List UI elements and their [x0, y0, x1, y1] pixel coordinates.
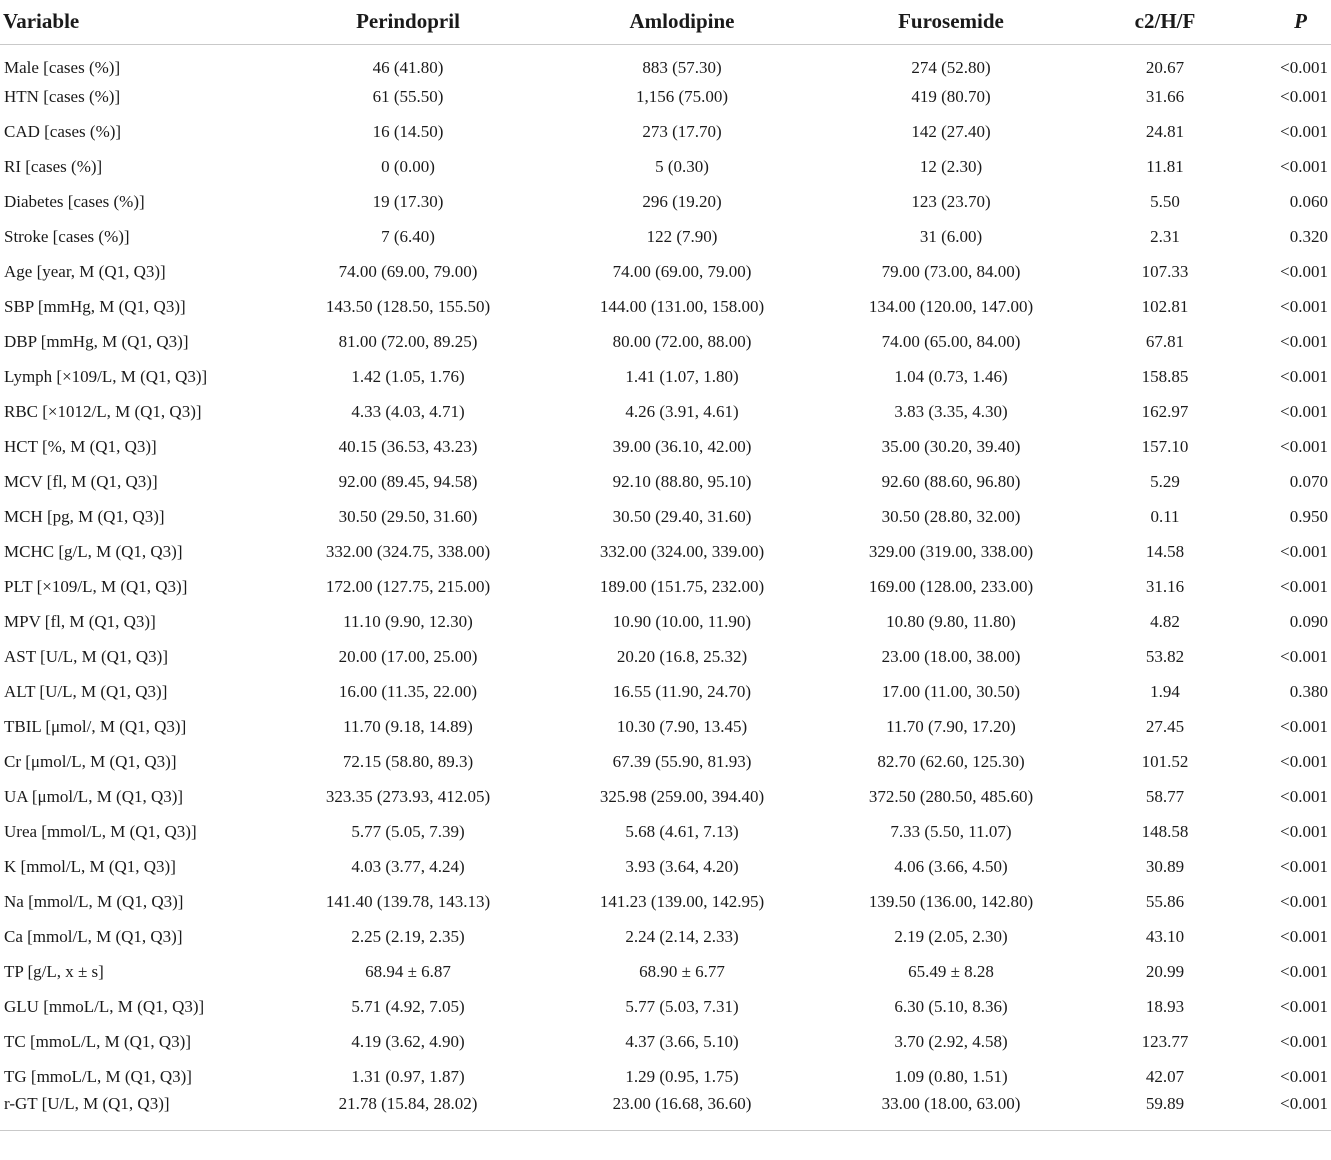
- cell-furosemide: 74.00 (65.00, 84.00): [881, 331, 1021, 351]
- cell-perindopril: 1.42 (1.05, 1.76): [351, 366, 465, 386]
- cell-variable: Male [cases (%)]: [4, 57, 121, 77]
- table-row: [0, 779, 1331, 814]
- header-furosemide: Furosemide: [816, 0, 1086, 44]
- cell-variable: K [mmol/L, M (Q1, Q3)]: [4, 856, 176, 876]
- cell-variable: DBP [mmHg, M (Q1, Q3)]: [4, 331, 189, 351]
- cell-perindopril: 323.35 (273.93, 412.05): [325, 786, 491, 806]
- table-row: [0, 534, 1331, 569]
- cell-test-statistic: 101.52: [1141, 751, 1189, 771]
- cell-furosemide: 33.00 (18.00, 63.00): [881, 1094, 1021, 1113]
- cell-test-statistic: 59.89: [1145, 1094, 1185, 1113]
- cell-perindopril: 21.78 (15.84, 28.02): [338, 1094, 478, 1113]
- cell-variable: MCH [pg, M (Q1, Q3)]: [4, 506, 165, 526]
- cell-furosemide: 12 (2.30): [919, 156, 983, 176]
- header-p-value: P: [1244, 0, 1331, 44]
- cell-furosemide: 1.09 (0.80, 1.51): [894, 1066, 1008, 1086]
- cell-variable: TG [mmoL/L, M (Q1, Q3)]: [4, 1066, 192, 1086]
- cell-perindopril: 172.00 (127.75, 215.00): [325, 576, 491, 596]
- cell-variable: ALT [U/L, M (Q1, Q3)]: [4, 681, 168, 701]
- cell-test-statistic: 0.11: [1150, 506, 1180, 526]
- table-row: [0, 429, 1331, 464]
- cell-furosemide: 3.83 (3.35, 4.30): [894, 401, 1008, 421]
- cell-p-value: <0.001: [1280, 86, 1328, 106]
- cell-furosemide: 139.50 (136.00, 142.80): [868, 891, 1034, 911]
- cell-amlodipine: 332.00 (324.00, 339.00): [599, 541, 765, 561]
- cell-variable: Cr [μmol/L, M (Q1, Q3)]: [4, 751, 177, 771]
- cell-amlodipine: 5.77 (5.03, 7.31): [625, 996, 739, 1016]
- cell-test-statistic: 162.97: [1141, 401, 1189, 421]
- cell-furosemide: 17.00 (11.00, 30.50): [881, 681, 1021, 701]
- cell-furosemide: 23.00 (18.00, 38.00): [881, 646, 1021, 666]
- cell-p-value: <0.001: [1280, 331, 1328, 351]
- cell-perindopril: 16 (14.50): [372, 121, 444, 141]
- cell-perindopril: 143.50 (128.50, 155.50): [325, 296, 491, 316]
- cell-test-statistic: 102.81: [1141, 296, 1189, 316]
- header-test-statistic: c2/H/F: [1086, 0, 1244, 44]
- cell-test-statistic: 20.67: [1145, 57, 1185, 77]
- cell-variable: Lymph [×109/L, M (Q1, Q3)]: [4, 366, 208, 386]
- cell-variable: MCV [fl, M (Q1, Q3)]: [4, 471, 158, 491]
- cell-furosemide: 79.00 (73.00, 84.00): [881, 261, 1021, 281]
- table-row: [0, 884, 1331, 919]
- cell-test-statistic: 148.58: [1141, 821, 1189, 841]
- cell-amlodipine: 4.37 (3.66, 5.10): [625, 1031, 739, 1051]
- cell-amlodipine: 3.93 (3.64, 4.20): [625, 856, 739, 876]
- header-perindopril: Perindopril: [268, 0, 548, 44]
- footer-rule: [0, 1131, 1331, 1136]
- cell-furosemide: 82.70 (62.60, 125.30): [877, 751, 1025, 771]
- cell-perindopril: 332.00 (324.75, 338.00): [325, 541, 491, 561]
- cell-amlodipine: 2.24 (2.14, 2.33): [625, 926, 739, 946]
- cell-furosemide: 3.70 (2.92, 4.58): [894, 1031, 1008, 1051]
- cell-p-value: <0.001: [1280, 646, 1328, 666]
- cell-test-statistic: 24.81: [1145, 121, 1185, 141]
- cell-furosemide: 30.50 (28.80, 32.00): [881, 506, 1021, 526]
- cell-variable: UA [μmol/L, M (Q1, Q3)]: [4, 786, 184, 806]
- cell-variable: Diabetes [cases (%)]: [4, 191, 145, 211]
- cell-amlodipine: 5.68 (4.61, 7.13): [625, 821, 739, 841]
- cell-perindopril: 61 (55.50): [372, 86, 444, 106]
- cell-variable: Na [mmol/L, M (Q1, Q3)]: [4, 891, 184, 911]
- cell-amlodipine: 273 (17.70): [642, 121, 722, 141]
- cell-test-statistic: 2.31: [1150, 226, 1180, 246]
- cell-furosemide: 65.49 ± 8.28: [908, 961, 994, 981]
- table-row: [0, 569, 1331, 604]
- cell-amlodipine: 325.98 (259.00, 394.40): [599, 786, 765, 806]
- cell-amlodipine: 141.23 (139.00, 142.95): [599, 891, 765, 911]
- table-row: [0, 464, 1331, 499]
- cell-amlodipine: 39.00 (36.10, 42.00): [612, 436, 752, 456]
- table-row: [0, 149, 1331, 184]
- cell-perindopril: 92.00 (89.45, 94.58): [338, 471, 478, 491]
- table-header: [0, 0, 1331, 44]
- cell-p-value: 0.090: [1289, 611, 1328, 631]
- cell-variable: SBP [mmHg, M (Q1, Q3)]: [4, 296, 186, 316]
- cell-variable: r-GT [U/L, M (Q1, Q3)]: [4, 1094, 170, 1113]
- table-row: [0, 709, 1331, 744]
- cell-perindopril: 4.19 (3.62, 4.90): [351, 1031, 465, 1051]
- cell-perindopril: 30.50 (29.50, 31.60): [338, 506, 478, 526]
- cell-test-statistic: 58.77: [1145, 786, 1185, 806]
- table-row: [0, 219, 1331, 254]
- table-row: [0, 499, 1331, 534]
- cell-perindopril: 5.77 (5.05, 7.39): [351, 821, 465, 841]
- cell-variable: PLT [×109/L, M (Q1, Q3)]: [4, 576, 188, 596]
- cell-p-value: <0.001: [1280, 1066, 1328, 1086]
- cell-variable: MCHC [g/L, M (Q1, Q3)]: [4, 541, 183, 561]
- cell-test-statistic: 42.07: [1145, 1066, 1185, 1086]
- cell-test-statistic: 43.10: [1145, 926, 1185, 946]
- cell-amlodipine: 5 (0.30): [655, 156, 709, 176]
- table-row: [0, 1059, 1331, 1094]
- cell-test-statistic: 14.58: [1145, 541, 1185, 561]
- cell-test-statistic: 123.77: [1141, 1031, 1189, 1051]
- cell-variable: HCT [%, M (Q1, Q3)]: [4, 436, 157, 456]
- cell-test-statistic: 1.94: [1150, 681, 1180, 701]
- cell-test-statistic: 18.93: [1145, 996, 1185, 1016]
- cell-amlodipine: 10.90 (10.00, 11.90): [612, 611, 752, 631]
- cell-perindopril: 74.00 (69.00, 79.00): [338, 261, 478, 281]
- cell-p-value: <0.001: [1280, 786, 1328, 806]
- cell-perindopril: 19 (17.30): [372, 191, 444, 211]
- table-row: [0, 44, 1331, 79]
- cell-furosemide: 4.06 (3.66, 4.50): [894, 856, 1008, 876]
- cell-p-value: <0.001: [1280, 751, 1328, 771]
- cell-variable: Stroke [cases (%)]: [4, 226, 130, 246]
- cell-p-value: 0.320: [1289, 226, 1328, 246]
- cell-variable: GLU [mmoL/L, M (Q1, Q3)]: [4, 996, 205, 1016]
- cell-furosemide: 7.33 (5.50, 11.07): [890, 821, 1012, 841]
- cell-perindopril: 1.31 (0.97, 1.87): [351, 1066, 465, 1086]
- cell-perindopril: 4.03 (3.77, 4.24): [351, 856, 465, 876]
- cell-test-statistic: 158.85: [1141, 366, 1189, 386]
- cell-p-value: <0.001: [1280, 541, 1328, 561]
- cell-amlodipine: 74.00 (69.00, 79.00): [612, 261, 752, 281]
- cell-p-value: <0.001: [1280, 996, 1328, 1016]
- cell-p-value: <0.001: [1280, 821, 1328, 841]
- table-row: [0, 1094, 1331, 1131]
- cell-test-statistic: 5.29: [1150, 471, 1180, 491]
- cell-amlodipine: 1,156 (75.00): [635, 86, 729, 106]
- cell-p-value: <0.001: [1280, 961, 1328, 981]
- cell-test-statistic: 67.81: [1145, 331, 1185, 351]
- cell-perindopril: 11.10 (9.90, 12.30): [343, 611, 473, 631]
- table-row: [0, 1024, 1331, 1059]
- cell-perindopril: 68.94 ± 6.87: [365, 961, 451, 981]
- cell-furosemide: 11.70 (7.90, 17.20): [886, 716, 1016, 736]
- cell-furosemide: 2.19 (2.05, 2.30): [894, 926, 1008, 946]
- header-amlodipine: Amlodipine: [548, 0, 816, 44]
- cell-test-statistic: 11.81: [1146, 156, 1184, 176]
- bottom-rule: [0, 1131, 1331, 1136]
- cell-furosemide: 92.60 (88.60, 96.80): [881, 471, 1021, 491]
- cell-variable: TP [g/L, x ± s]: [4, 961, 104, 981]
- cell-perindopril: 16.00 (11.35, 22.00): [338, 681, 478, 701]
- cell-variable: CAD [cases (%)]: [4, 121, 122, 141]
- cell-p-value: <0.001: [1280, 891, 1328, 911]
- cell-variable: RI [cases (%)]: [4, 156, 103, 176]
- cell-variable: AST [U/L, M (Q1, Q3)]: [4, 646, 169, 666]
- cell-amlodipine: 4.26 (3.91, 4.61): [625, 401, 739, 421]
- table-row: [0, 674, 1331, 709]
- table-row: [0, 289, 1331, 324]
- cell-perindopril: 72.15 (58.80, 89.3): [342, 751, 474, 771]
- table-row: [0, 639, 1331, 674]
- cell-furosemide: 1.04 (0.73, 1.46): [894, 366, 1008, 386]
- cell-perindopril: 7 (6.40): [381, 226, 435, 246]
- cell-perindopril: 20.00 (17.00, 25.00): [338, 646, 478, 666]
- cell-p-value: 0.060: [1289, 191, 1328, 211]
- cell-furosemide: 10.80 (9.80, 11.80): [886, 611, 1016, 631]
- cell-furosemide: 31 (6.00): [919, 226, 983, 246]
- header-row: [0, 0, 1331, 44]
- table-row: [0, 394, 1331, 429]
- table-footer: [0, 1131, 1331, 1136]
- cell-p-value: <0.001: [1280, 296, 1328, 316]
- cell-variable: HTN [cases (%)]: [4, 86, 121, 106]
- cell-amlodipine: 92.10 (88.80, 95.10): [612, 471, 752, 491]
- cell-p-value: <0.001: [1280, 366, 1328, 386]
- cell-amlodipine: 80.00 (72.00, 88.00): [612, 331, 752, 351]
- cell-perindopril: 5.71 (4.92, 7.05): [351, 996, 465, 1016]
- table-row: [0, 849, 1331, 884]
- cell-perindopril: 11.70 (9.18, 14.89): [343, 716, 473, 736]
- cell-test-statistic: 4.82: [1150, 611, 1180, 631]
- cell-variable: TBIL [μmol/, M (Q1, Q3)]: [4, 716, 187, 736]
- cell-perindopril: 141.40 (139.78, 143.13): [325, 891, 491, 911]
- cell-perindopril: 2.25 (2.19, 2.35): [351, 926, 465, 946]
- cell-furosemide: 134.00 (120.00, 147.00): [868, 296, 1034, 316]
- cell-amlodipine: 1.41 (1.07, 1.80): [625, 366, 739, 386]
- cell-amlodipine: 20.20 (16.8, 25.32): [616, 646, 748, 666]
- cell-furosemide: 372.50 (280.50, 485.60): [868, 786, 1034, 806]
- cell-test-statistic: 5.50: [1150, 191, 1180, 211]
- cell-furosemide: 123 (23.70): [911, 191, 991, 211]
- cell-amlodipine: 883 (57.30): [642, 57, 722, 77]
- cell-amlodipine: 16.55 (11.90, 24.70): [612, 681, 752, 701]
- cell-furosemide: 35.00 (30.20, 39.40): [881, 436, 1021, 456]
- cell-p-value: <0.001: [1280, 156, 1328, 176]
- cell-p-value: 0.380: [1289, 681, 1328, 701]
- cell-furosemide: 169.00 (128.00, 233.00): [868, 576, 1034, 596]
- cell-amlodipine: 23.00 (16.68, 36.60): [612, 1094, 752, 1113]
- cell-amlodipine: 189.00 (151.75, 232.00): [599, 576, 765, 596]
- table-row: [0, 359, 1331, 394]
- cell-furosemide: 329.00 (319.00, 338.00): [868, 541, 1034, 561]
- cell-p-value: <0.001: [1280, 436, 1328, 456]
- cell-test-statistic: 55.86: [1145, 891, 1185, 911]
- cell-test-statistic: 27.45: [1145, 716, 1185, 736]
- table-row: [0, 324, 1331, 359]
- table-row: [0, 184, 1331, 219]
- cell-p-value: <0.001: [1280, 121, 1328, 141]
- header-variable: Variable: [0, 0, 268, 44]
- table-row: [0, 254, 1331, 289]
- cell-p-value: 0.950: [1289, 506, 1328, 526]
- cell-p-value: <0.001: [1280, 57, 1328, 77]
- cell-amlodipine: 68.90 ± 6.77: [639, 961, 725, 981]
- cell-variable: MPV [fl, M (Q1, Q3)]: [4, 611, 156, 631]
- cell-perindopril: 0 (0.00): [381, 156, 435, 176]
- cell-p-value: <0.001: [1280, 1031, 1328, 1051]
- cell-furosemide: 6.30 (5.10, 8.36): [894, 996, 1008, 1016]
- cell-p-value: <0.001: [1280, 716, 1328, 736]
- table-row: [0, 604, 1331, 639]
- cell-amlodipine: 122 (7.90): [646, 226, 718, 246]
- cell-p-value: <0.001: [1280, 261, 1328, 281]
- cell-p-value: <0.001: [1280, 1094, 1328, 1113]
- cell-amlodipine: 10.30 (7.90, 13.45): [616, 716, 748, 736]
- cell-amlodipine: 1.29 (0.95, 1.75): [625, 1066, 739, 1086]
- table-body: [0, 44, 1331, 1131]
- cell-p-value: <0.001: [1280, 401, 1328, 421]
- cell-test-statistic: 31.66: [1145, 86, 1185, 106]
- cell-perindopril: 4.33 (4.03, 4.71): [351, 401, 465, 421]
- cell-amlodipine: 30.50 (29.40, 31.60): [612, 506, 752, 526]
- cell-test-statistic: 30.89: [1145, 856, 1185, 876]
- cell-variable: TC [mmoL/L, M (Q1, Q3)]: [4, 1031, 191, 1051]
- cell-test-statistic: 157.10: [1141, 436, 1189, 456]
- cell-amlodipine: 144.00 (131.00, 158.00): [599, 296, 765, 316]
- cell-test-statistic: 31.16: [1145, 576, 1185, 596]
- table-row: [0, 989, 1331, 1024]
- table-row: [0, 954, 1331, 989]
- table-row: [0, 919, 1331, 954]
- cell-perindopril: 40.15 (36.53, 43.23): [338, 436, 478, 456]
- cell-variable: Urea [mmol/L, M (Q1, Q3)]: [4, 821, 197, 841]
- table-row: [0, 79, 1331, 114]
- cell-furosemide: 274 (52.80): [911, 57, 991, 77]
- cell-furosemide: 419 (80.70): [911, 86, 991, 106]
- cell-furosemide: 142 (27.40): [911, 121, 991, 141]
- cell-test-statistic: 53.82: [1145, 646, 1185, 666]
- cell-p-value: 0.070: [1289, 471, 1328, 491]
- cell-variable: Ca [mmol/L, M (Q1, Q3)]: [4, 926, 183, 946]
- table-row: [0, 114, 1331, 149]
- cell-variable: Age [year, M (Q1, Q3)]: [4, 261, 166, 281]
- cell-variable: RBC [×1012/L, M (Q1, Q3)]: [4, 401, 202, 421]
- cell-test-statistic: 107.33: [1141, 261, 1189, 281]
- cell-test-statistic: 20.99: [1145, 961, 1185, 981]
- cell-amlodipine: 67.39 (55.90, 81.93): [612, 751, 752, 771]
- table-row: [0, 744, 1331, 779]
- cell-p-value: <0.001: [1280, 576, 1328, 596]
- cell-p-value: <0.001: [1280, 856, 1328, 876]
- cell-perindopril: 81.00 (72.00, 89.25): [338, 331, 478, 351]
- cell-p-value: <0.001: [1280, 926, 1328, 946]
- cell-amlodipine: 296 (19.20): [642, 191, 722, 211]
- cell-perindopril: 46 (41.80): [372, 57, 444, 77]
- table-row: [0, 814, 1331, 849]
